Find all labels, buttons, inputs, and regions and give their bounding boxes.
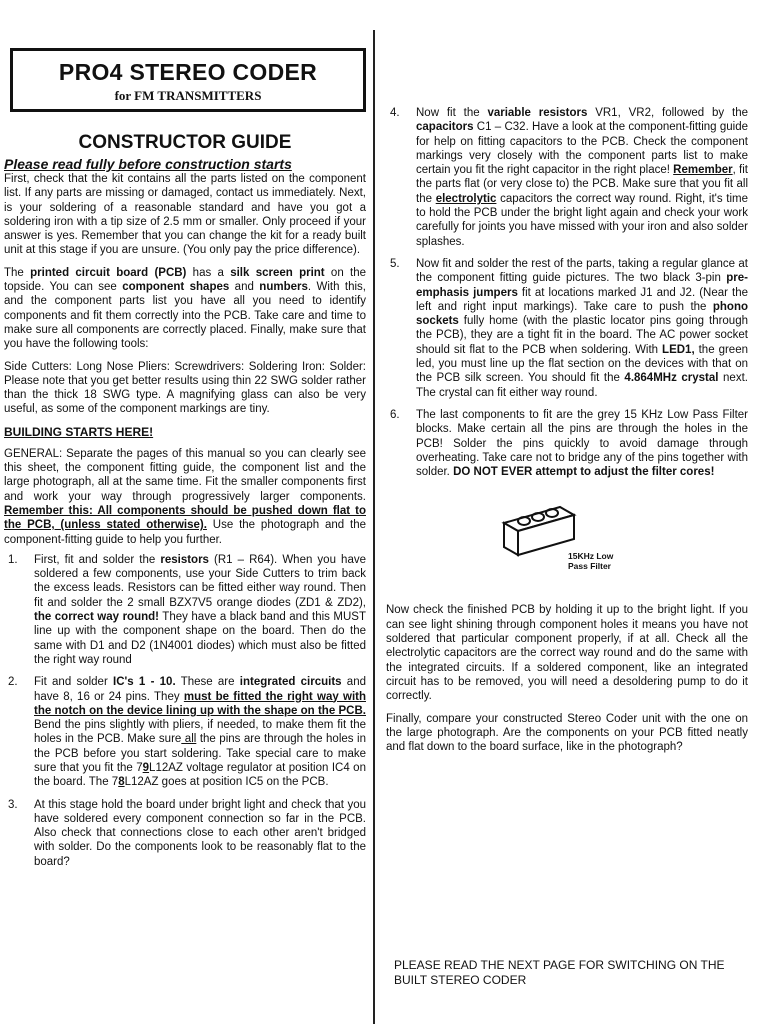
steps-list-right [386, 106, 748, 479]
tools-paragraph: Side Cutters: Long Nose Pliers: Screwdrivers: Soldering Iron: Solder: Please note that you get better results using thin 22 SWG solder rather than the thick 18 SWG type. A magnifying glass can also be very useful, as some of the component markings are tiny. [4, 360, 366, 416]
read-fully-notice: Please read fully before construction starts [4, 156, 292, 172]
step-2: 2. Fit and solder IC's 1 - 10. These are integrated circuits and have 8, 16 or 24 pins. They must be fitted the right way with the notch on the device lining up with the shape on the PCB. Bend the pins slightly with pliers, if needed, to make them fit the holes in the PCB. Make sure all the pins are through the holes in the PCB before you start soldering. Take special care to make sure that you fit the 79L12AZ voltage regulator at position IC4 on the board. The 78L12AZ goes at position IC5 on the PCB. [8, 676, 366, 789]
step-4: 4. Now fit the variable resistors VR1, VR2, followed by the capacitors C1 – C32. Have a look at the component-fitting guide for help on fitting capacitors to the PCB. Check the component markings very closely with the component parts list to make certain you fit the right capacitor in the right place! Remember, fit the parts flat (or very close to) the PCB. Make sure that you fit all the electrolytic capacitors the correct way round. Right, it's time to hold the PCB under the bright light again and check your work carefully for joints you have missed with your iron and also solder splashes. [390, 107, 748, 248]
title-box [10, 48, 366, 112]
left-column [4, 48, 366, 877]
closing-paragraph-2: Finally, compare your constructed Stereo Coder unit with the one on the large photograph. Are the components on your PCB fitted neatly and flat down to the board surface, like in the photograph? [386, 712, 748, 754]
filter-caption: 15KHz Low Pass Filter [568, 551, 614, 572]
intro-paragraph-1: First, check that the kit contains all the parts listed on the component list. If any parts are missing or damaged, contact us immediately. Next, is your soldering of a reasonable standard and have you got a soldering iron with a tip size of 2.5 mm or smaller. Only proceed if your answer is yes. Remember that you can change the kit for a ready built unit at this stage if you are unsure. (You only pay the price difference). [4, 173, 366, 257]
step-3: 3. At this stage hold the board under bright light and check that you have soldered every component connection so far in the PCB. Also check that connections close to each other aren't bridged with solder. Do the components look to be reasonably flat to the board? [8, 798, 366, 868]
general-paragraph: GENERAL: Separate the pages of this manual so you can clearly see this sheet, the component fitting guide, the component list and the large photograph, all at the same time. Fit the smaller components first and work your way through progressively larger components. Remember this: All components should be pushed down flat to the PCB, (unless stated otherwise). Use the photograph and the component-fitting guide to help you further. [4, 447, 366, 546]
next-page-note: PLEASE READ THE NEXT PAGE FOR SWITCHING ON THE BUILT STEREO CODER [394, 958, 725, 987]
closing-paragraph-1: Now check the finished PCB by holding it up to the bright light. If you can see light shining through component holes it means you have not soldered that particular component properly, if at all. Check all the electrolytic capacitors are the correct way round and do the same with the integrated circuits. If a soldered component, like an integrated circuit has to be removed, you will need a desoldering pump to do it correctly. [386, 604, 748, 703]
step-6: 6. The last components to fit are the grey 15 KHz Low Pass Filter blocks. Make certain all the pins are through the holes in the PCB! Solder the pins quickly to avoid damage through overheating. Take care not to bridge any of the pins together with solder. DO NOT EVER attempt to adjust the filter cores! [390, 408, 748, 479]
column-divider [373, 30, 375, 1024]
step-5: 5. Now fit and solder the rest of the parts, taking a regular glance at the component fitting guide pictures. The two black 3-pin pre-emphasis jumpers fit at locations marked J1 and J2. (Near the left and right input markings). Take care to push the phono sockets fully home (with the plastic locator pins going through the PCB), they are a tight fit in the board. The AC power socket should sit flat to the PCB when soldering. With LED1, the green led, you must line up the flat section on the devices with that on the PCB silk screen. You should fit the 4.864MHz crystal next. The crystal can fit either way round. [390, 257, 748, 399]
constructor-guide-heading: CONSTRUCTOR GUIDE [78, 132, 292, 153]
steps-list-left [4, 553, 366, 869]
filter-figure [386, 503, 748, 601]
right-column [386, 106, 748, 754]
step-1: 1. First, fit and solder the resistors (R1 – R64). When you have soldered a few components, use your Side Cutters to trim back the excess leads. Resistors can be fitted either way round. Then fit and solder the 2 small BZX7V5 orange diodes (ZD1 & ZD2), the correct way round! They have a black band and this MUST line up with the component shape on the board. Then do the same with D1 and D2 (1N4001 diodes) which must also be fitted the right way round [8, 553, 366, 666]
intro-paragraph-2: The printed circuit board (PCB) has a silk screen print on the topside. You can see component shapes and numbers. With this, and the component parts list you have all you need to identify components and fit them correctly into the PCB. Take care and time to make sure all components are correctly placed. Finally, make sure that you have the following tools: [4, 266, 366, 351]
building-starts-heading: BUILDING STARTS HERE! [4, 424, 154, 439]
document-title: PRO4 STEREO CODER [58, 59, 318, 85]
document-subtitle: for FM TRANSMITTERS [114, 88, 262, 103]
